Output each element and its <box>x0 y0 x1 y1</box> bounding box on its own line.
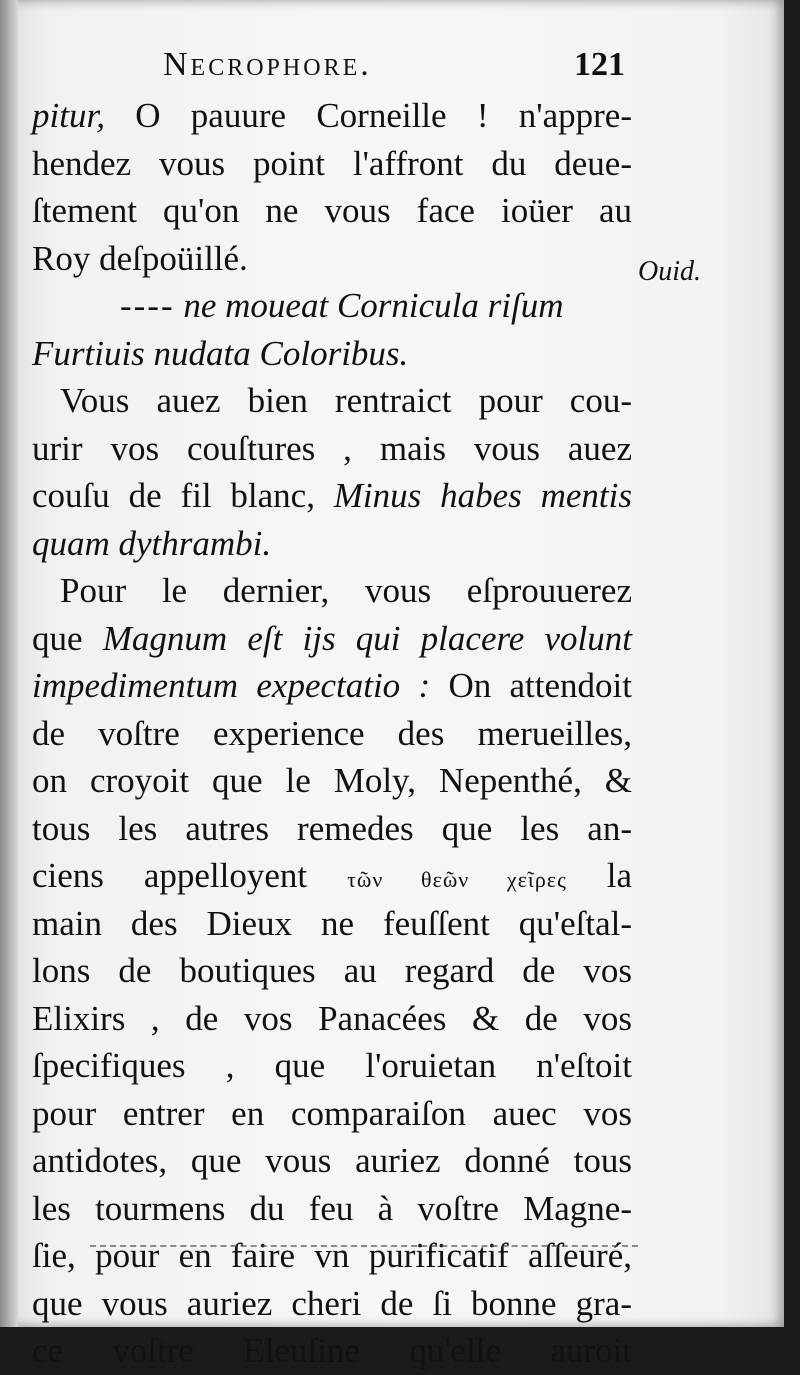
text-line: quam dythrambi. <box>32 523 272 563</box>
text-line: tous les autres remedes que les an- <box>32 808 632 848</box>
body-text <box>32 92 632 1375</box>
text-line: urir vos couſtures , mais vous auez <box>32 428 632 468</box>
margin-note: Ouid. <box>638 256 701 287</box>
text-line: les tourmens du feu à voſtre Magne- <box>32 1188 632 1228</box>
text-line: ſie, pour en faire vn purificatif aſſeuré, <box>32 1236 632 1275</box>
text-line: on croyoit que le Moly, Nepenthé, & <box>32 761 632 800</box>
greek-phrase: τῶν θεῶν χεῖρες <box>347 867 567 892</box>
text-line: ſpecifiques , que l'oruietan n'eſtoit <box>32 1046 632 1085</box>
quotation-line: ---- ne moueat Cornicula riſum <box>120 286 564 325</box>
quotation-line: Furtiuis nudata Coloribus. <box>32 333 409 373</box>
text-line: Vous auez bien rentraict pour cou- <box>60 381 632 420</box>
text-line: pitur, O pauure Corneille ! n'appre- <box>32 96 632 135</box>
text-line: couſu de fil blanc, Minus habes mentis <box>32 476 632 515</box>
text-line: de voſtre experience des merueilles, <box>32 713 632 753</box>
running-head <box>0 46 784 94</box>
page-number: 121 <box>574 46 625 83</box>
text-line: ſtement qu'on ne vous face ioüer au <box>32 191 632 230</box>
running-title: Necrophore. <box>163 46 372 83</box>
text-line: hendez vous point l'affront du deue- <box>32 143 632 183</box>
text-line: Elixirs , de vos Panacées & de vos <box>32 998 632 1038</box>
text-line: lons de boutiques au regard de vos <box>32 951 632 990</box>
text-line: que Magnum eſt ijs qui placere volunt <box>32 618 632 658</box>
text-line: que vous auriez cheri de ſi bonne gra- <box>32 1283 632 1323</box>
bottom-rule <box>90 1245 638 1247</box>
text-line: ciens appelloyent τῶν θεῶν χεῖρες la <box>32 856 632 895</box>
text-line: impedimentum expectatio : On attendoit <box>32 666 632 705</box>
text-line: main des Dieux ne feuſſent qu'eſtal- <box>32 903 632 943</box>
text-line: ce voſtre Eleuſine qu'elle auroit <box>32 1331 632 1370</box>
text-line: Pour le dernier, vous eſprouuerez <box>60 571 632 610</box>
gutter-shadow <box>0 0 18 1327</box>
text-line: pour entrer en comparaiſon auec vos <box>32 1093 632 1133</box>
text-line: antidotes, que vous auriez donné tous <box>32 1141 632 1180</box>
text-line: Roy deſpoüillé. <box>32 238 248 278</box>
